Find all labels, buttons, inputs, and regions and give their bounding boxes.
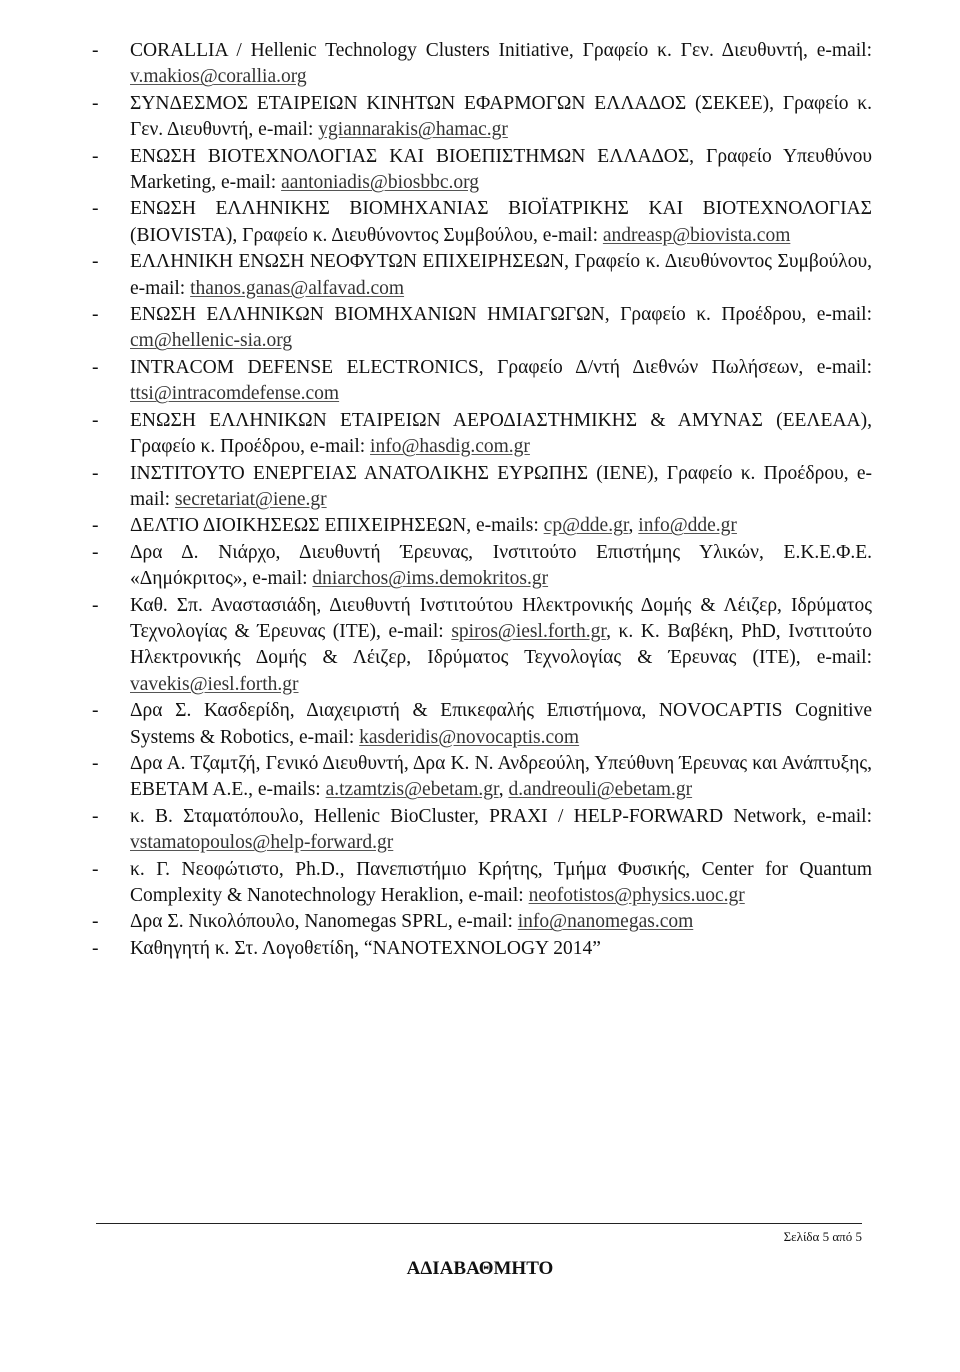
email-link[interactable]: spiros@iesl.forth.gr: [451, 620, 607, 642]
email-separator: ,: [628, 515, 639, 537]
email-link[interactable]: d.andreouli@ebetam.gr: [508, 779, 693, 801]
entry-description: Δρα Σ. Νικολόπουλο, Nanomegas SPRL, e-mail:: [130, 911, 518, 933]
list-dash: -: [92, 541, 99, 563]
list-dash: -: [92, 700, 99, 722]
email-link[interactable]: aantoniadis@biosbbc.org: [281, 172, 480, 194]
list-dash: -: [92, 198, 99, 220]
contact-entry: [92, 593, 872, 699]
entry-text: [130, 461, 872, 514]
email-link[interactable]: secretariat@iene.gr: [174, 488, 327, 510]
contact-entry: [92, 408, 872, 461]
entry-description: ΕΝΩΣΗ ΒΙΟΤΕΧΝΟΛΟΓΙΑΣ ΚΑΙ ΒΙΟΕΠΙΣΤΗΜΩΝ ΕΛΛΑΔΟΣ, Γραφείο Υπευθύνου Marketing, e-mail:: [130, 145, 872, 194]
entry-text: [130, 751, 872, 804]
entry-text: [130, 196, 872, 249]
entry-description: Καθ. Σπ. Αναστασιάδη, Διευθυντή Ινστιτούτου Ηλεκτρονικής Δομής & Λέιζερ, Ιδρύματος Τεχνολογίας & Έρευνας (ΙΤΕ), e-mail:: [130, 594, 872, 642]
contact-entry: [92, 144, 872, 197]
email-link[interactable]: cm@hellenic-sia.org: [130, 330, 293, 352]
entry-description: Καθηγητή κ. Στ. Λογοθετίδη, “NANOTEXNOLOGY 2014”: [130, 937, 601, 959]
entry-text: [130, 698, 872, 751]
email-link[interactable]: a.tzamtzis@ebetam.gr: [325, 779, 499, 801]
entry-text: [130, 513, 872, 539]
contact-entry: [92, 698, 872, 751]
entry-text: [130, 91, 872, 144]
entry-text: [130, 540, 872, 593]
contact-entry: [92, 196, 872, 249]
email-separator: ,: [498, 779, 509, 801]
list-dash: -: [92, 594, 99, 616]
entry-description: Δρα Σ. Κασδερίδη, Διαχειριστή & Επικεφαλής Επιστήμονα, NOVOCAPTIS Cognitive Systems & Robotics, e-mail:: [130, 700, 872, 748]
entry-description: ΕΛΛΗΝΙΚΗ ΕΝΩΣΗ ΝΕΟΦΥΤΩΝ ΕΠΙΧΕΙΡΗΣΕΩΝ, Γραφείο κ. Διευθύνοντος Συμβούλου, e-mail:: [130, 251, 872, 299]
contact-entry: [92, 91, 872, 144]
list-dash: -: [92, 40, 99, 61]
email-link[interactable]: vavekis@iesl.forth.gr: [130, 673, 299, 695]
list-dash: -: [92, 145, 99, 167]
list-dash: -: [92, 515, 99, 537]
entry-text: [130, 936, 872, 962]
contact-entry: [92, 909, 872, 935]
list-dash: -: [92, 858, 99, 880]
email-link[interactable]: cp@dde.gr: [543, 515, 629, 537]
contact-entry: [92, 857, 872, 910]
list-dash: -: [92, 937, 99, 959]
list-dash: -: [92, 805, 99, 827]
entry-text: [130, 249, 872, 302]
entry-description: κ. Γ. Νεοφώτιστο, Ph.D., Πανεπιστήμιο Κρήτης, Τμήμα Φυσικής, Center for Quantum Complexity & Nanotechnology Heraklion, e-mail:: [130, 858, 872, 906]
footer-divider: [96, 1223, 862, 1224]
entry-text: [130, 857, 872, 910]
list-dash: -: [92, 911, 99, 933]
contact-entry: [92, 355, 872, 408]
email-link[interactable]: dniarchos@ims.demokritos.gr: [312, 568, 549, 590]
entry-text: [130, 355, 872, 408]
contact-entry: [92, 540, 872, 593]
list-dash: -: [92, 92, 99, 114]
contact-entry: [92, 936, 872, 962]
entry-text: [130, 38, 872, 91]
list-dash: -: [92, 304, 99, 326]
contact-entry: [92, 513, 872, 539]
contact-entry: [92, 302, 872, 355]
entry-description: ΔΕΛΤΙΟ ΔΙΟΙΚΗΣΕΩΣ ΕΠΙΧΕΙΡΗΣΕΩΝ, e-mails:: [130, 515, 544, 537]
contact-list: [92, 38, 872, 962]
list-dash: -: [92, 409, 99, 431]
entry-text: [130, 408, 872, 461]
entry-description: ΕΝΩΣΗ ΕΛΛΗΝΙΚΩΝ ΕΤΑΙΡΕΙΩΝ ΑΕΡΟΔΙΑΣΤΗΜΙΚΗΣ & ΑΜΥΝΑΣ (ΕΕΛΕΑΑ), Γραφείο κ. Προέδρου, e-mail:: [130, 409, 872, 458]
contact-entry: [92, 461, 872, 514]
entry-description: Δρα Δ. Νιάρχο, Διευθυντή Έρευνας, Ινστιτούτο Επιστήμης Υλικών, Ε.Κ.Ε.Φ.Ε. «Δημόκριτος», e-mail:: [130, 541, 872, 590]
email-link[interactable]: ygiannarakis@hamac.gr: [318, 119, 508, 141]
email-link[interactable]: info@dde.gr: [638, 515, 737, 537]
entry-text: [130, 302, 872, 355]
email-link[interactable]: info@nanomegas.com: [517, 911, 694, 933]
email-link[interactable]: ttsi@intracomdefense.com: [130, 383, 340, 405]
entry-description: ΣΥΝΔΕΣΜΟΣ ΕΤΑΙΡΕΙΩΝ ΚΙΝΗΤΩΝ ΕΦΑΡΜΟΓΩΝ ΕΛΛΑΔΟΣ (ΣΕΚΕΕ), Γραφείο κ. Γεν. Διευθυντή, e-mail:: [130, 92, 872, 141]
entry-description-continued: , κ. Κ. Βαβέκη, PhD, Ινστιτούτο Ηλεκτρονικής Δομής & Λέιζερ, Ιδρύματος Τεχνολογίας & Έρευνας (ΙΤΕ), e-mail:: [130, 620, 872, 669]
entry-description: ΙΝΣΤΙΤΟΥΤΟ ΕΝΕΡΓΕΙΑΣ ΑΝΑΤΟΛΙΚΗΣ ΕΥΡΩΠΗΣ (ΙΕΝΕ), Γραφείο κ. Προέδρου, e-mail:: [130, 462, 872, 510]
list-dash: -: [92, 356, 99, 378]
email-link[interactable]: vstamatopoulos@help-forward.gr: [130, 832, 394, 854]
email-link[interactable]: thanos.ganas@alfavad.com: [190, 277, 405, 299]
email-link[interactable]: v.makios@corallia.org: [130, 66, 307, 88]
entry-description: Δρα Α. Τζαμτζή, Γενικό Διευθυντή, Δρα Κ. Ν. Ανδρεούλη, Υπεύθυνη Έρευνας και Ανάπτυξης, ΕΒΕΤΑΜ Α.Ε., e-mails:: [130, 752, 872, 801]
email-link[interactable]: info@hasdig.com.gr: [370, 436, 530, 458]
list-dash: -: [92, 752, 99, 774]
entry-description: ΕΝΩΣΗ ΕΛΛΗΝΙΚΩΝ ΒΙΟΜΗΧΑΝΙΩΝ ΗΜΙΑΓΩΓΩΝ, Γραφείο κ. Προέδρου, e-mail:: [130, 304, 872, 326]
contact-entry: [92, 804, 872, 857]
entry-text: [130, 909, 872, 935]
contact-entry: [92, 751, 872, 804]
classification-label: ΑΔΙΑΒΑΘΜΗΤΟ: [406, 1258, 554, 1279]
entry-description: INTRACOM DEFENSE ELECTRONICS, Γραφείο Δ/ντή Διεθνών Πωλήσεων, e-mail:: [130, 356, 872, 378]
contact-entry: [92, 38, 872, 91]
page-number: Σελίδα 5 από 5: [783, 1229, 862, 1244]
entry-description: ΕΝΩΣΗ ΕΛΛΗΝΙΚΗΣ ΒΙΟΜΗΧΑΝΙΑΣ ΒΙΟΪΑΤΡΙΚΗΣ ΚΑΙ ΒΙΟΤΕΧΝΟΛΟΓΙΑΣ (BIOVISTA), Γραφείο κ. Διευθύνοντος Συμβούλου, e-mail:: [130, 198, 872, 246]
entry-description: κ. Β. Σταματόπουλο, Hellenic BioCluster, PRAXI / HELP-FORWARD Network, e-mail:: [130, 805, 872, 827]
list-dash: -: [92, 462, 99, 484]
entry-description: CORALLIA / Hellenic Technology Clusters Initiative, Γραφείο κ. Γεν. Διευθυντή, e-mail:: [130, 40, 872, 61]
email-link[interactable]: andreasp@biovista.com: [602, 224, 791, 246]
list-dash: -: [92, 251, 99, 273]
entry-text: [130, 144, 872, 197]
contact-entry: [92, 249, 872, 302]
email-link[interactable]: neofotistos@physics.uoc.gr: [528, 885, 745, 906]
entry-text: [130, 593, 872, 699]
entry-text: [130, 804, 872, 857]
email-link[interactable]: kasderidis@novocaptis.com: [359, 726, 580, 748]
